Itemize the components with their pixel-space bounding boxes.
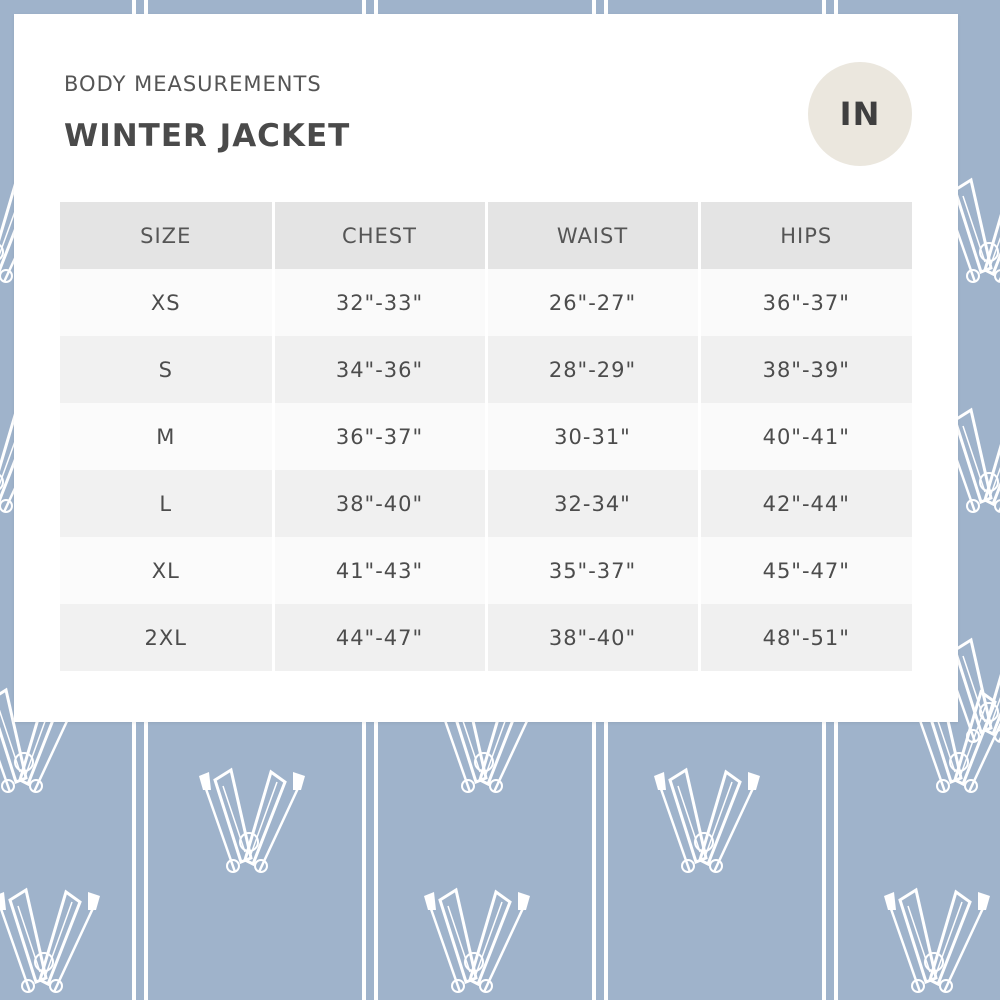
size-cell: XL bbox=[60, 537, 273, 604]
column-header-size: SIZE bbox=[60, 202, 273, 269]
hips-cell: 38"-39" bbox=[699, 336, 912, 403]
table-row bbox=[60, 336, 912, 403]
table-row bbox=[60, 470, 912, 537]
chest-cell: 36"-37" bbox=[273, 403, 486, 470]
waist-cell: 30-31" bbox=[486, 403, 699, 470]
table-header-row bbox=[60, 202, 912, 269]
hips-cell: 36"-37" bbox=[699, 269, 912, 336]
size-table bbox=[60, 202, 912, 671]
hips-cell: 40"-41" bbox=[699, 403, 912, 470]
chest-cell: 44"-47" bbox=[273, 604, 486, 671]
table-row bbox=[60, 537, 912, 604]
size-cell: XS bbox=[60, 269, 273, 336]
column-header-hips: HIPS bbox=[699, 202, 912, 269]
chest-cell: 38"-40" bbox=[273, 470, 486, 537]
size-chart-card bbox=[14, 14, 958, 722]
waist-cell: 32-34" bbox=[486, 470, 699, 537]
chart-subtitle: BODY MEASUREMENTS bbox=[64, 72, 322, 96]
waist-cell: 28"-29" bbox=[486, 336, 699, 403]
chart-title: WINTER JACKET bbox=[64, 118, 351, 154]
hips-cell: 42"-44" bbox=[699, 470, 912, 537]
column-header-chest: CHEST bbox=[273, 202, 486, 269]
hips-cell: 48"-51" bbox=[699, 604, 912, 671]
table-row bbox=[60, 269, 912, 336]
size-cell: L bbox=[60, 470, 273, 537]
waist-cell: 26"-27" bbox=[486, 269, 699, 336]
unit-badge: IN bbox=[808, 62, 912, 166]
waist-cell: 38"-40" bbox=[486, 604, 699, 671]
chest-cell: 41"-43" bbox=[273, 537, 486, 604]
size-cell: M bbox=[60, 403, 273, 470]
table-row bbox=[60, 604, 912, 671]
hips-cell: 45"-47" bbox=[699, 537, 912, 604]
chest-cell: 32"-33" bbox=[273, 269, 486, 336]
size-cell: 2XL bbox=[60, 604, 273, 671]
size-cell: S bbox=[60, 336, 273, 403]
waist-cell: 35"-37" bbox=[486, 537, 699, 604]
table-row bbox=[60, 403, 912, 470]
chest-cell: 34"-36" bbox=[273, 336, 486, 403]
column-header-waist: WAIST bbox=[486, 202, 699, 269]
